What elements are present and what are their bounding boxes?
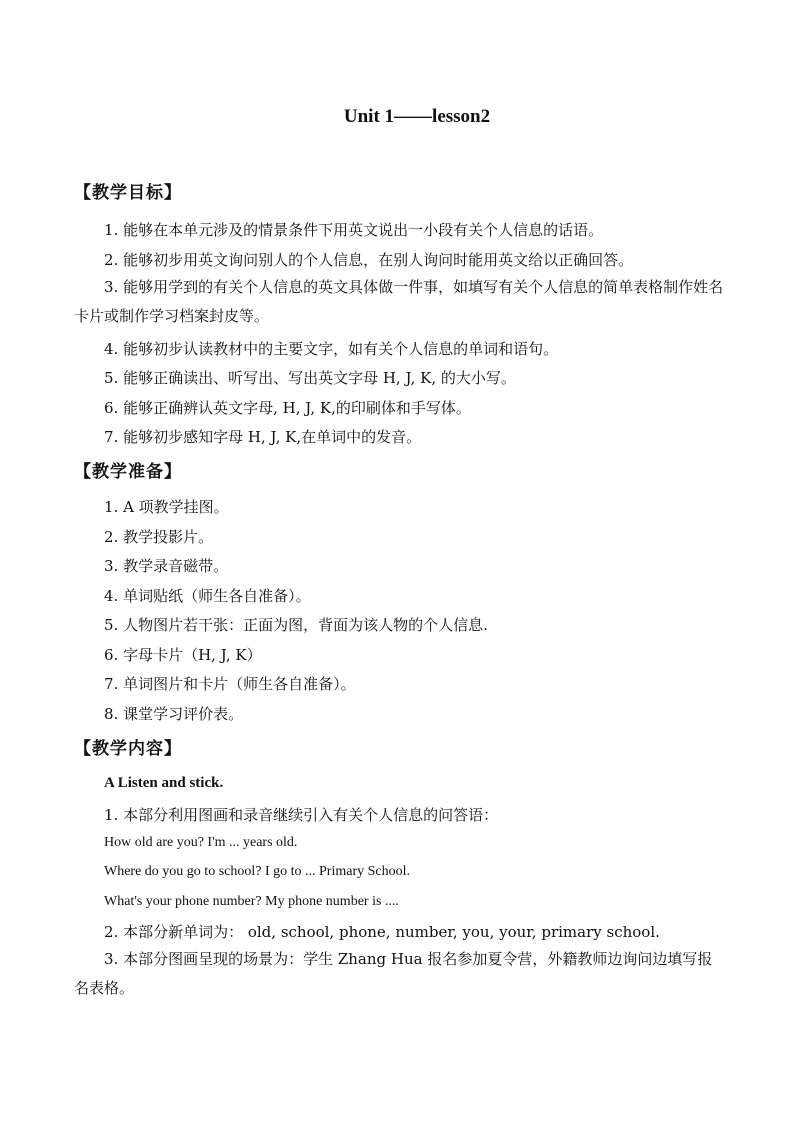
- dialogue-line: What's your phone number? My phone number is ....: [104, 894, 399, 909]
- content-item: 3. 本部分图画呈现的场景为：学生 Zhang Hua 报名参加夏令营，外籍教师边询问边填写报名表格。: [74, 950, 713, 997]
- content-item: 2. 本部分新单词为： old, school, phone, number, you, your, primary school.: [104, 923, 660, 941]
- objective-item: 7. 能够初步感知字母 H, J, K,在单词中的发音。: [104, 428, 422, 446]
- preparation-item: 2. 教学投影片。: [104, 528, 214, 546]
- preparation-item: 8. 课堂学习评价表。: [104, 705, 244, 723]
- preparation-item: 4. 单词贴纸（师生各自准备）。: [104, 587, 311, 605]
- dialogue-line: How old are you? I'm ... years old.: [104, 835, 298, 850]
- objective-item: 5. 能够正确读出、听写出、写出英文字母 H, J, K, 的大小写。: [104, 369, 516, 387]
- objective-item: 3. 能够用学到的有关个人信息的英文具体做一件事，如填写有关个人信息的简单表格制作姓名卡片或制作学习档案封皮等。: [74, 278, 724, 325]
- objective-item: 1. 能够在本单元涉及的情景条件下用英文说出一小段有关个人信息的话语。: [104, 221, 604, 239]
- preparation-item: 5. 人物图片若干张：正面为图，背面为该人物的个人信息.: [104, 616, 488, 634]
- content-heading: 【教学内容】: [74, 739, 182, 759]
- preparation-item: 1. A 项教学挂图。: [104, 498, 229, 516]
- content-item: 1. 本部分利用图画和录音继续引入有关个人信息的问答语：: [104, 806, 499, 824]
- dialogue-line: Where do you go to school? I go to ... Primary School.: [104, 864, 411, 879]
- page-title: Unit 1——lesson2: [343, 106, 491, 127]
- preparation-item: 3. 教学录音磁带。: [104, 557, 229, 575]
- preparation-heading: 【教学准备】: [74, 462, 182, 482]
- preparation-item: 6. 字母卡片（H, J, K）: [104, 646, 262, 664]
- objective-item: 2. 能够初步用英文询问别人的个人信息，在别人询问时能用英文给以正确回答。: [104, 251, 634, 269]
- objective-item: 6. 能够正确辨认英文字母, H, J, K,的印刷体和手写体。: [104, 399, 471, 417]
- content-subheading: A Listen and stick.: [104, 775, 224, 791]
- objective-item: 4. 能够初步认读教材中的主要文字，如有关个人信息的单词和语句。: [104, 340, 559, 358]
- objectives-heading: 【教学目标】: [74, 183, 182, 203]
- preparation-item: 7. 单词图片和卡片（师生各自准备）。: [104, 675, 356, 693]
